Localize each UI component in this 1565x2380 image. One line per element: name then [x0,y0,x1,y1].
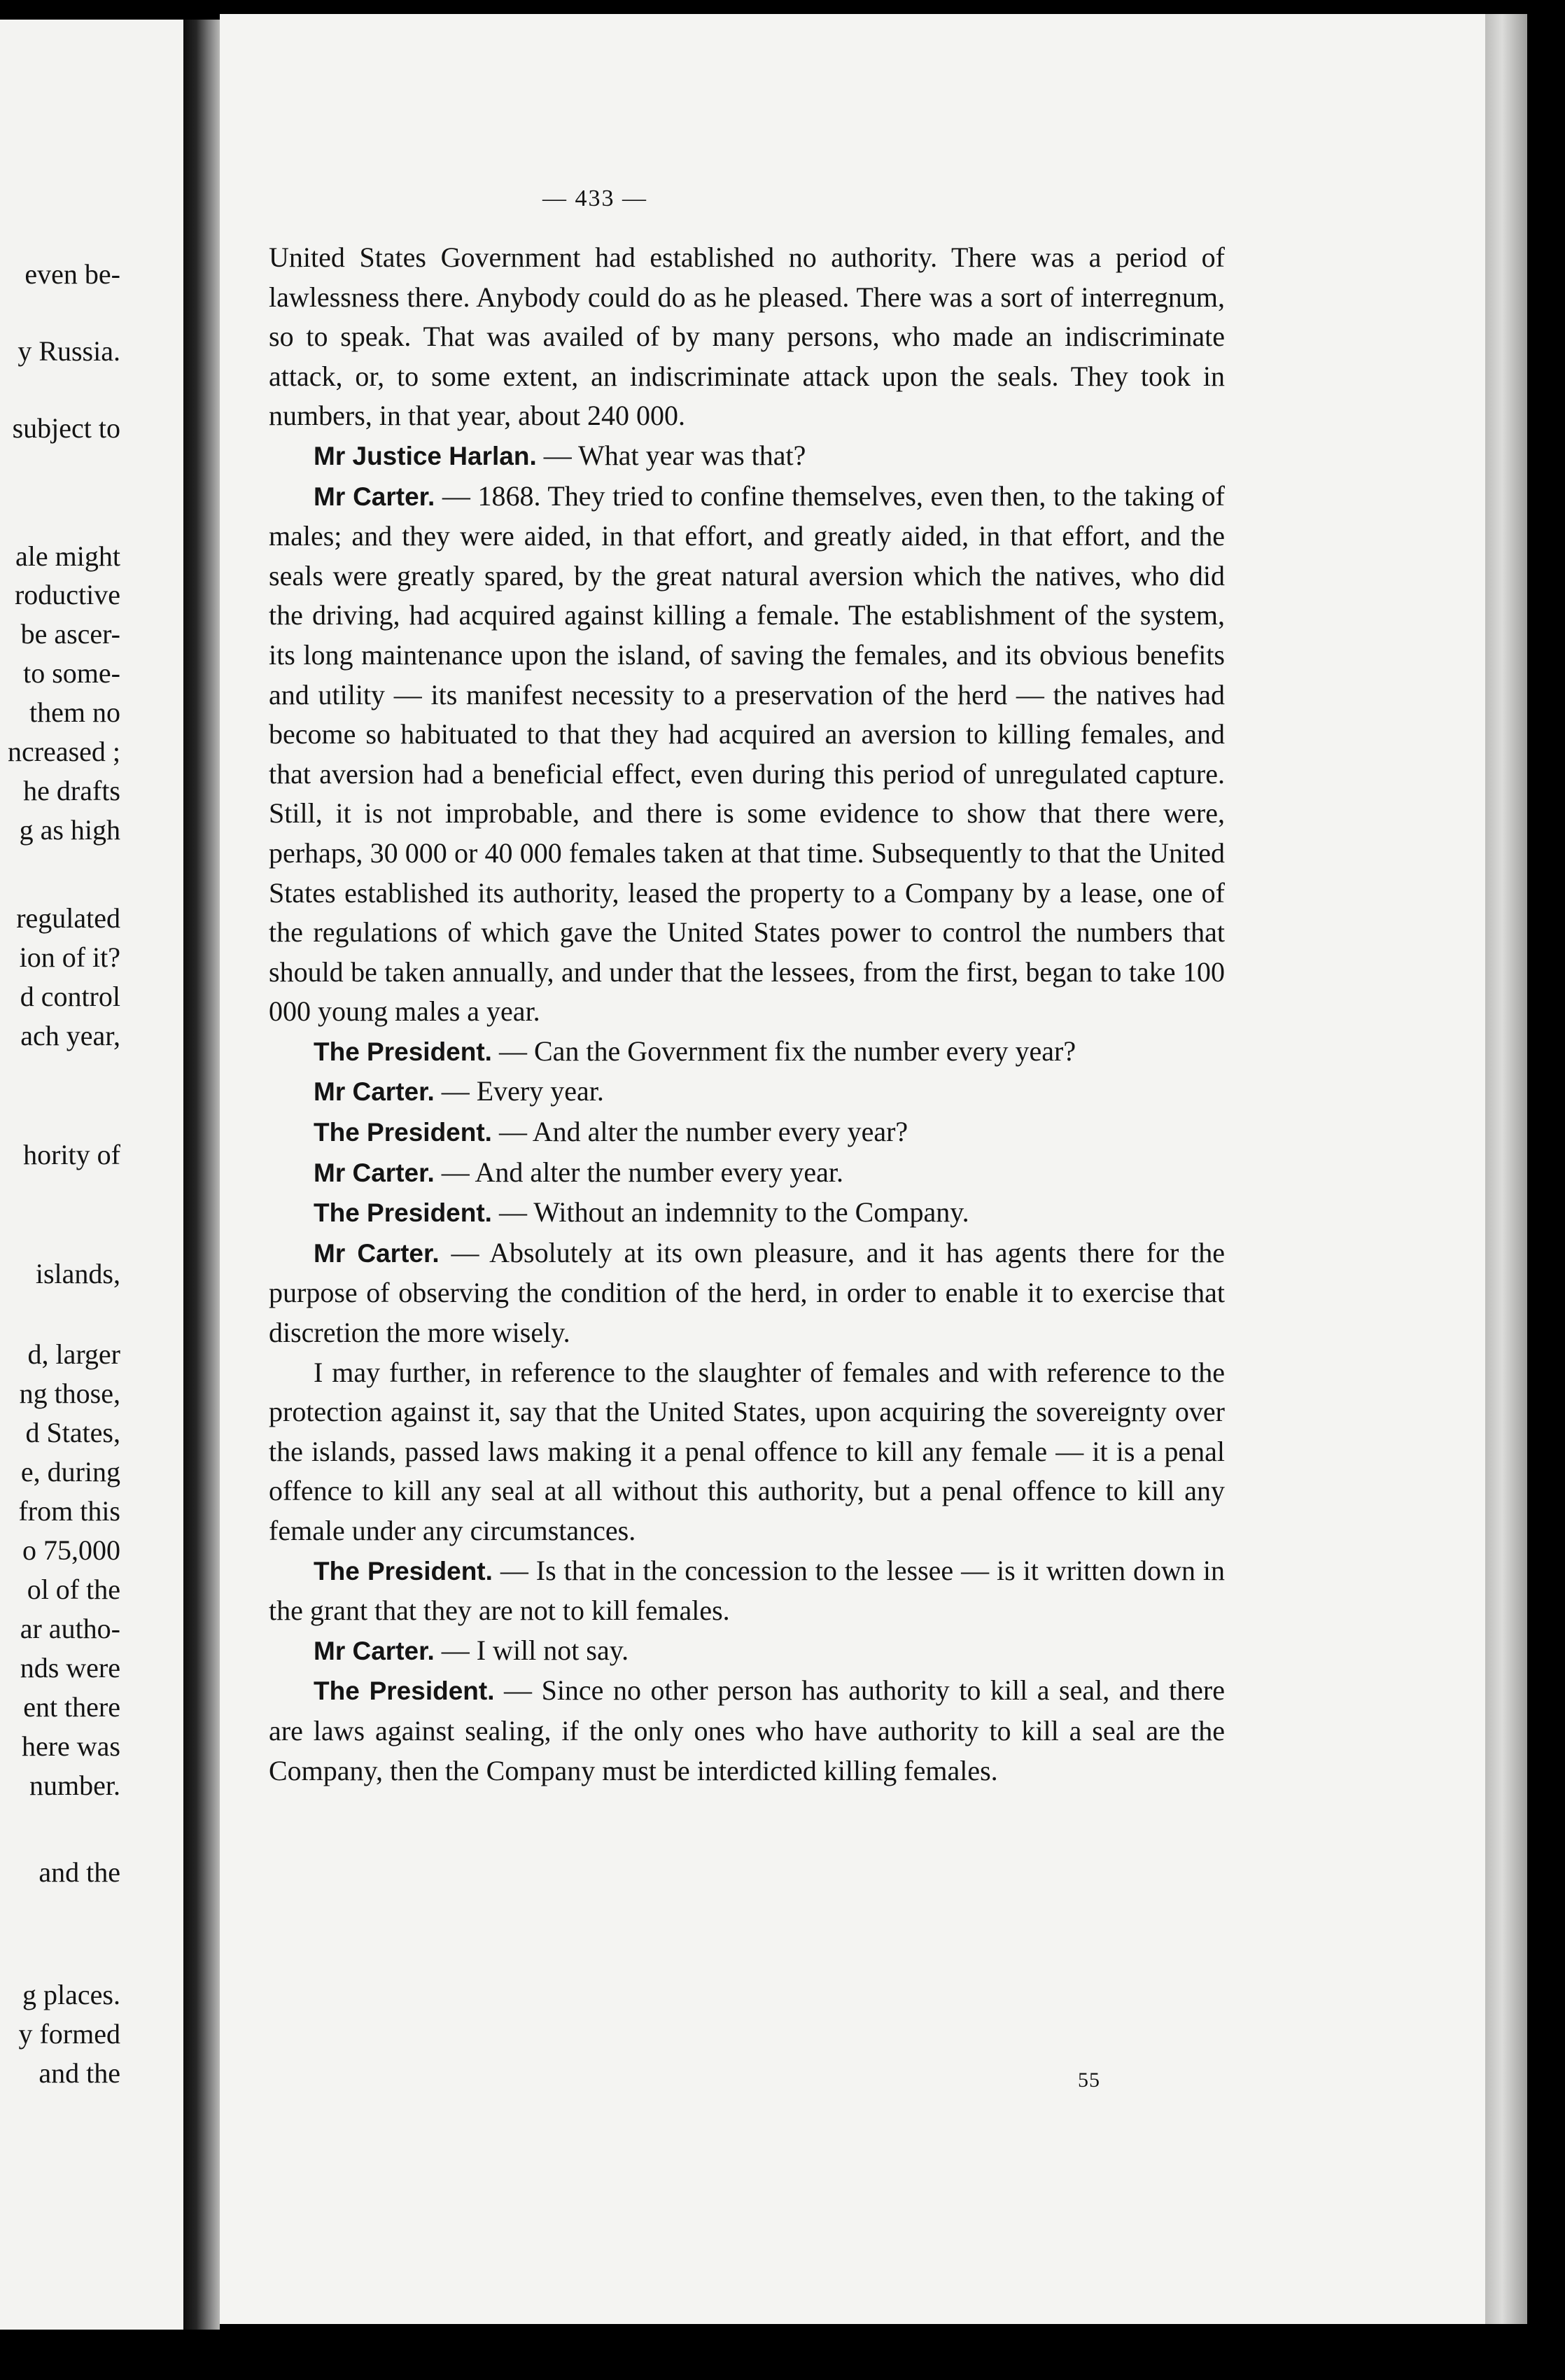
paragraph-text: — Is that in the concession to the lessee — is it written down in the grant that they are not to kill females. [269,1554,1225,1627]
speaker-name: The President. [314,1556,493,1586]
left-text-line: number. [29,1770,120,1801]
left-text-line: e, during [20,1456,120,1488]
left-text-line: ar autho- [20,1613,120,1644]
left-text-line: subject to [12,412,120,444]
speaker-name: The President. [314,1198,492,1228]
left-text-line: ion of it? [19,941,120,973]
transcript-paragraph [269,238,1225,436]
left-text-line: o 75,000 [22,1534,120,1566]
transcript-paragraph [269,1671,1225,1791]
left-text-line: islands, [35,1258,120,1289]
paragraph-text: — And alter the number every year. [434,1156,843,1188]
left-text-line: nds were [20,1652,120,1684]
paragraph-text: — Every year. [434,1075,604,1107]
paragraph-text: — Can the Government fix the number every year? [491,1035,1076,1067]
paragraph-text: — I will not say. [434,1634,629,1666]
left-text-line: even be- [24,258,120,290]
speaker-name: Mr Carter. [314,1636,435,1665]
paragraph-text: — Since no other person has authority to kill a seal, and there are laws against sealing, if the only ones who have authority to kill a seal are the Company, then the Company must be interdicted killing females. [269,1674,1225,1786]
speaker-name: The President. [314,1676,495,1706]
left-text-line: be ascer- [20,618,120,650]
transcript-paragraph [269,436,1225,477]
speaker-name: Mr Justice Harlan. [314,441,537,470]
left-text-line: d, larger [27,1338,120,1370]
transcript-paragraph [269,1233,1225,1353]
left-text-line: ale might [15,540,120,572]
book-gutter [183,20,220,2330]
paragraph-text: I may further, in reference to the slaughter of females and with reference to the protection against it, say that the United States, upon acquiring the sovereignty over the islands, passed laws making it a penal offence to kill any female — it is a penal offence to kill any seal at all without this authority, but a penal offence to kill any female under any circumstances. [269,1356,1225,1546]
speaker-name: Mr Carter. [314,1238,440,1268]
left-text-line: ach year, [20,1020,120,1051]
left-text-line: roductive [14,579,120,610]
left-text-line: ng those, [19,1378,120,1409]
speaker-name: The President. [314,1037,492,1066]
transcript-paragraph [269,1193,1225,1233]
transcript-paragraph [269,477,1225,1032]
paragraph-text: — Without an indemnity to the Company. [491,1196,969,1228]
speaker-name: Mr Carter. [314,482,435,511]
left-text-line: d States, [25,1417,120,1448]
paragraph-text: — What year was that? [536,439,806,471]
transcript-paragraph [269,1072,1225,1112]
transcript-paragraph [269,1551,1225,1631]
speaker-name: The President. [314,1118,492,1147]
left-text-line: d control [20,981,120,1012]
left-text-line: ol of the [27,1574,120,1605]
page-edge-shadow [1485,14,1527,2324]
left-text-line: ncreased ; [7,736,120,767]
left-text-line: y formed [18,2018,120,2050]
speaker-name: Mr Carter. [314,1077,435,1107]
left-text-line: y Russia. [17,335,120,367]
previous-page-fragment [0,20,183,2330]
left-text-line: and the [38,2057,120,2089]
paragraph-text: — Absolutely at its own pleasure, and it has agents there for the purpose of observing the condition of the herd, in order to enable it to exercise that discretion the more wisely. [269,1236,1225,1349]
left-text-line: ent there [23,1691,120,1723]
paragraph-text: — 1868. They tried to confine themselves, even then, to the taking of males; and they were aided, in that effort, and greatly aided, in that effort, and the seals were greatly spared, by the great natural aversion which the natives, who did the driving, had acquired against killing a female. The establishment of the system, its long maintenance upon the island, of saving the females, and its obvious benefits and utility — its manifest necessity to a preservation of the herd — the natives had become so habituated to that they had acquired an aversion to killing females, and that aversion had a beneficial effect, even during this period of unregulated capture. Still, it is not improbable, and there is some evidence to show that there were, perhaps, 30 000 or 40 000 females taken at that time. Subsequently to that the United States established its authority, leased the property to a Company by a lease, one of the regulations of which gave the United States power to control the numbers that should be taken annually, and under that the lessees, from the first, began to take 100 000 young males a year. [269,479,1225,1028]
left-text-line: from this [18,1495,120,1527]
left-text-line: here was [21,1730,120,1762]
transcript-paragraph [269,1631,1225,1672]
left-text-line: he drafts [23,775,120,806]
left-text-line: to some- [23,657,120,689]
page-number: — 433 — [542,186,647,211]
left-text-line: and the [38,1856,120,1888]
transcript-paragraph [269,1032,1225,1072]
left-text-line: g as high [19,814,120,846]
left-text-line: regulated [16,902,120,934]
transcript-paragraph [269,1112,1225,1153]
left-text-line: hority of [23,1139,120,1170]
speaker-name: Mr Carter. [314,1158,435,1187]
left-text-line: g places. [22,1979,120,2010]
left-text-line: them no [29,696,120,728]
paragraph-text: United States Government had established no authority. There was a period of lawlessness there. Anybody could do as he pleased. There was a sort of interregnum, so to speak. That was availed of by many persons, who made an indiscriminate attack, or, to some extent, an indiscriminate attack upon the seals. They took in numbers, in that year, about 240 000. [269,241,1225,432]
transcript-paragraph [269,1353,1225,1551]
paragraph-text: — And alter the number every year? [491,1116,908,1148]
transcript-paragraph [269,1153,1225,1194]
signature-mark: 55 [1078,2068,1100,2092]
transcript-body [269,238,1225,1791]
